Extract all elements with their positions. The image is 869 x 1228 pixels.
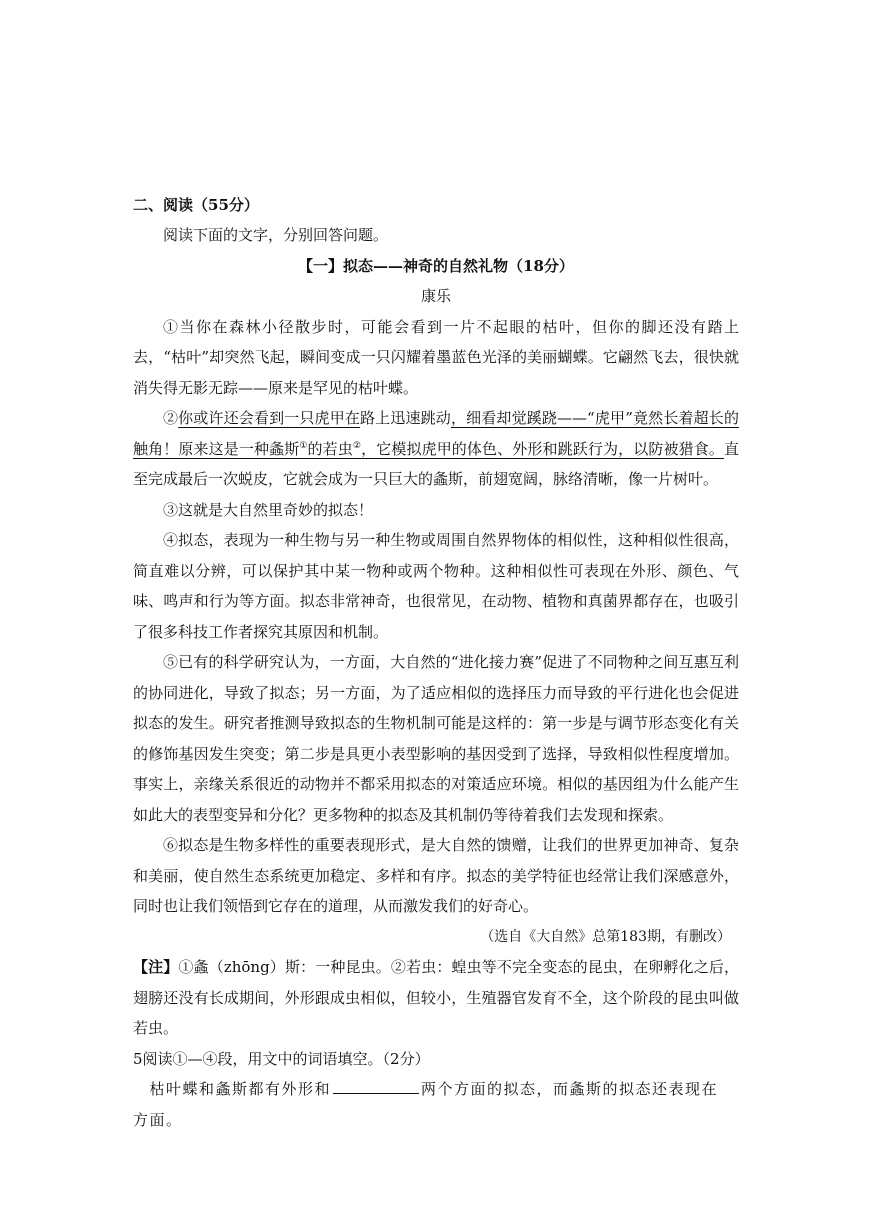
paragraph-2-tail: 直至完成最后一次蜕皮，它就会成为一只巨大的螽斯，前翅宽阔，脉络清晰，像一片树叶。 — [133, 439, 739, 488]
section-intro: 阅读下面的文字，分别回答问题。 — [163, 226, 389, 244]
paragraph-4: ④拟态，表现为一种生物与另一种生物或周围自然界物体的相似性，这种相似性很高，简直难以分辨，可以保护其中某一物种或两个物种。这种相似性可表现在外形、颜色、气味、鸣声和行为等方面。拟态非常神奇，也很常见，在动物、植物和真菌界都存在，也吸引了很多科技工作者探究其原因和机制。 — [133, 531, 739, 641]
paragraph-3: ③这就是大自然里奇妙的拟态！ — [163, 500, 374, 519]
paragraph-5: ⑤已有的科学研究认为，一方面，大自然的“进化接力赛”促进了不同物种之间互惠互利的协同进化，导致了拟态；另一方面，为了适应相似的选择压力而导致的平行进化也会促进拟态的发生。研究者推测导致拟态的生物机制可能是这样的：第一步是与调节形态变化有关的修饰基因发生突变；第二步是具更小表型影响的基因受到了选择，导致相似性程度增加。事实上，亲缘关系很近的动物并不都采用拟态的对策适应环境。相似的基因组为什么能产生如此大的表型变异和分化？更多物种的拟态及其机制仍等待着我们去发现和探索。 — [133, 653, 739, 824]
underlined-text-1: 你或许还会看到一只虎甲在 — [178, 409, 361, 427]
answer-text-after: 两个方面的拟态，而螽斯的拟态还表现在 — [421, 1080, 719, 1098]
footnote-ref-1: ① — [299, 440, 308, 451]
article-source: （选自《大自然》总第183期，有删改） — [480, 928, 731, 945]
article-author: 康乐 — [420, 287, 451, 305]
paragraph-2-plain: 路上迅速跳动 — [360, 409, 451, 427]
answer-text-before: 枯叶蝶和螽斯都有外形和 — [149, 1080, 332, 1098]
answer-blank[interactable] — [333, 1075, 419, 1094]
footnote — [133, 952, 739, 1044]
footnote-text: ①螽（zhōng）斯：一种昆虫。②若虫：蝗虫等不完全变态的昆虫，在卵孵化之后，翅膀还没有长成期间，外形跟成虫相似，但较小，生殖器官发育不全，这个阶段的昆虫叫做若虫。 — [133, 958, 739, 1037]
paragraph-6: ⑥拟态是生物多样性的重要表现形式，是大自然的馈赠，让我们的世界更加神奇、复杂和美丽，使自然生态系统更加稳定、多样和有序。拟态的美学特征也经常让我们深感意外，同时也让我们领悟到它存在的道理，从而激发我们的好奇心。 — [133, 836, 739, 915]
article-title: 【一】拟态——神奇的自然礼物（18分） — [298, 256, 574, 275]
paragraph-1: ①当你在森林小径散步时，可能会看到一片不起眼的枯叶，但你的脚还没有踏上去，“枯叶”却突然飞起，瞬间变成一只闪耀着墨蓝色光泽的美丽蝴蝶。它翩然飞去，很快就消失得无影无踪——原来是罕见的枯叶蝶。 — [133, 317, 739, 397]
section-title: 二、阅读（55分） — [133, 196, 259, 214]
footnote-ref-2: ② — [352, 440, 362, 451]
underlined-text-2b: 的若虫 — [307, 439, 353, 458]
paragraph-2 — [133, 403, 739, 495]
footnote-label: 【注】 — [133, 958, 179, 976]
paragraph-2-number: ② — [163, 409, 179, 427]
answer-text-end: 方面。 — [133, 1110, 183, 1129]
underlined-text-2c: ，它模拟虎甲的体色、外形和跳跃行为，以防被猎食。 — [361, 439, 724, 458]
question-5-answer — [133, 1074, 739, 1135]
reading-section — [133, 190, 739, 1135]
question-5-prompt: 5阅读①—④段，用文中的词语填空。（2分） — [133, 1049, 430, 1068]
underlined-text-2a: ，细看却觉蹊跷——“虎甲”竟然长着超长的触角！原来这是一种螽斯 — [133, 409, 739, 458]
